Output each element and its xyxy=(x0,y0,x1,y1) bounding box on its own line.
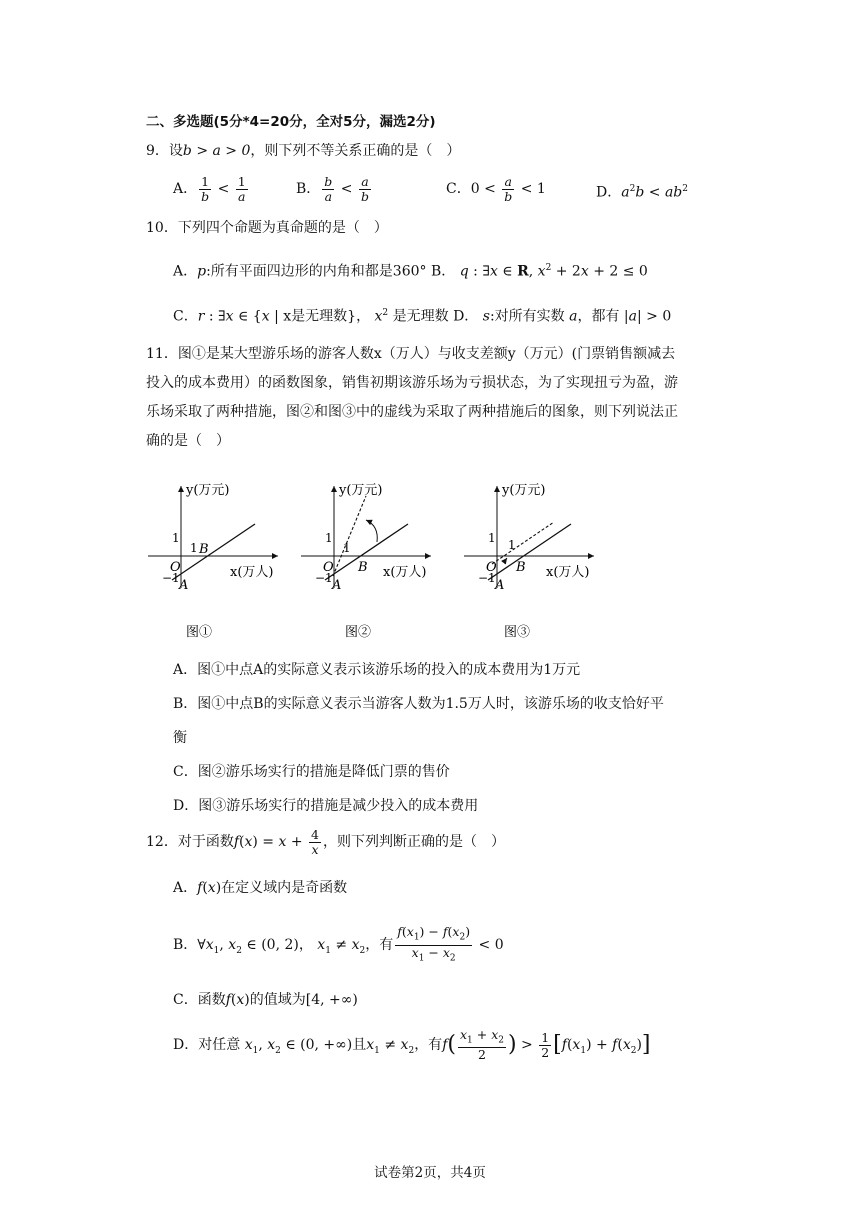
question-11-options xyxy=(173,656,718,821)
y-axis-label: y(万元) xyxy=(186,483,230,498)
q11-option-a: A．图①中点A的实际意义表示该游乐场的投入的成本费用为1万元 xyxy=(173,662,581,678)
q11-option-b-cont: 衡 xyxy=(173,730,187,746)
q10-option-a-b: A．p:所有平面四边形的内角和都是360° B． q : ∃x ∈ R, $x^2 + 2x + 2 \le 0$ xyxy=(173,263,648,280)
point-a-label: A xyxy=(332,578,342,593)
q12-option-b: B．$\forall x_1$, $x_2$ ∈ (0, 2)， $x_1 \ne x_2$，有 $\frac{f(x_1) - f(x_2)}{x_1 - x_2}$ < 0 xyxy=(173,924,504,963)
figure-3-caption: 图③ xyxy=(504,625,531,640)
figure-1-caption: 图① xyxy=(186,625,213,640)
tick-1-x: 1 xyxy=(508,538,516,552)
origin-label: O xyxy=(323,560,334,575)
dashed-line xyxy=(492,522,554,564)
page-footer: 试卷第2页，共4页 xyxy=(374,1165,486,1181)
point-a-label: A xyxy=(495,578,505,593)
q11-option-c: C．图②游乐场实行的措施是降低门票的售价 xyxy=(173,764,450,780)
origin-label: O xyxy=(486,560,497,575)
question-9-stem: 9．设b > a > 0，则下列不等关系正确的是（ ） xyxy=(146,143,461,159)
point-b-label: B xyxy=(516,560,526,575)
shift-arrow xyxy=(504,558,507,562)
question-10-stem: 10．下列四个命题为真命题的是（ ） xyxy=(146,220,388,236)
figure-3 xyxy=(456,476,606,646)
tick-1-x: 1 xyxy=(343,541,351,555)
figure-2-caption: 图② xyxy=(345,625,372,640)
q12-option-d: D．对任意 $x_1$, $x_2$ ∈ (0, +∞)且$x_1 \ne x_2$，有f( $\frac{x_1 + x_2}{2}$ ) > $\frac{1}{2}$ $[f(x_1) + f(x_2)]$ xyxy=(173,1026,651,1063)
q9-option-c: C．0 < $\frac{a}{b}$ < 1 xyxy=(446,173,546,204)
q11-option-d: D．图③游乐场实行的措施是减少投入的成本费用 xyxy=(173,798,479,814)
point-b-label: B xyxy=(358,560,368,575)
section-title: 二、多选题(5分*4=20分，全对5分，漏选2分) xyxy=(146,114,436,130)
point-b-label: B xyxy=(199,542,209,557)
tick-1-y: 1 xyxy=(488,531,496,545)
point-a-label: A xyxy=(179,578,189,593)
q10-option-c-d: C．r : ∃x ∈ {x | x是无理数}， $x^2$ 是无理数 D． s:对所有实数 a，都有 |a| > 0 xyxy=(173,308,672,325)
q12-option-c: C．函数f(x)的值域为[4, +∞) xyxy=(173,992,358,1008)
question-11-stem: 11．图①是某大型游乐场的游客人数x（万人）与收支差额y（万元）(门票销售额减去 投入的成本费用）的函数图象，销售初期该游乐场为亏损状态，为了实现扭亏为盈，游 乐场采取了两种措施，图②和图③中的虚线为采取了两种措施后的图象，则下列说法正 确的是（ ） xyxy=(146,346,678,449)
tick-1-x: 1 xyxy=(190,541,198,555)
q9-option-d: D．$a^2b < ab^2$ xyxy=(596,184,688,201)
q11-option-b: B．图①中点B的实际意义表示当游客人数为1.5万人时，该游乐场的收支恰好平 xyxy=(173,696,664,712)
rotation-arrow xyxy=(366,520,377,542)
figure-2 xyxy=(293,476,443,646)
figure-1 xyxy=(140,476,290,646)
x-axis-label: x(万人) xyxy=(230,565,274,580)
q9-option-a: A． $\frac{1}{b}$ < $\frac{1}{a}$ xyxy=(173,173,246,204)
y-axis-label: y(万元) xyxy=(502,483,546,498)
origin-label: O xyxy=(170,560,181,575)
q9-option-b: B． $\frac{b}{a}$ < $\frac{a}{b}$ xyxy=(296,173,369,204)
tick-neg1-y: −1 xyxy=(478,571,496,585)
tick-neg1-y: −1 xyxy=(162,571,180,585)
tick-1-y: 1 xyxy=(172,531,180,545)
x-axis-label: x(万人) xyxy=(383,565,427,580)
tick-1-y: 1 xyxy=(325,531,333,545)
x-axis-label: x(万人) xyxy=(546,565,590,580)
y-axis-label: y(万元) xyxy=(339,483,383,498)
tick-neg1-y: −1 xyxy=(315,571,333,585)
q12-option-a: A．f(x)在定义域内是奇函数 xyxy=(173,880,348,896)
question-12-stem: 12．对于函数f(x) = x + $\frac{4}{x}$ ，则下列判断正确的是（ ） xyxy=(146,826,505,857)
